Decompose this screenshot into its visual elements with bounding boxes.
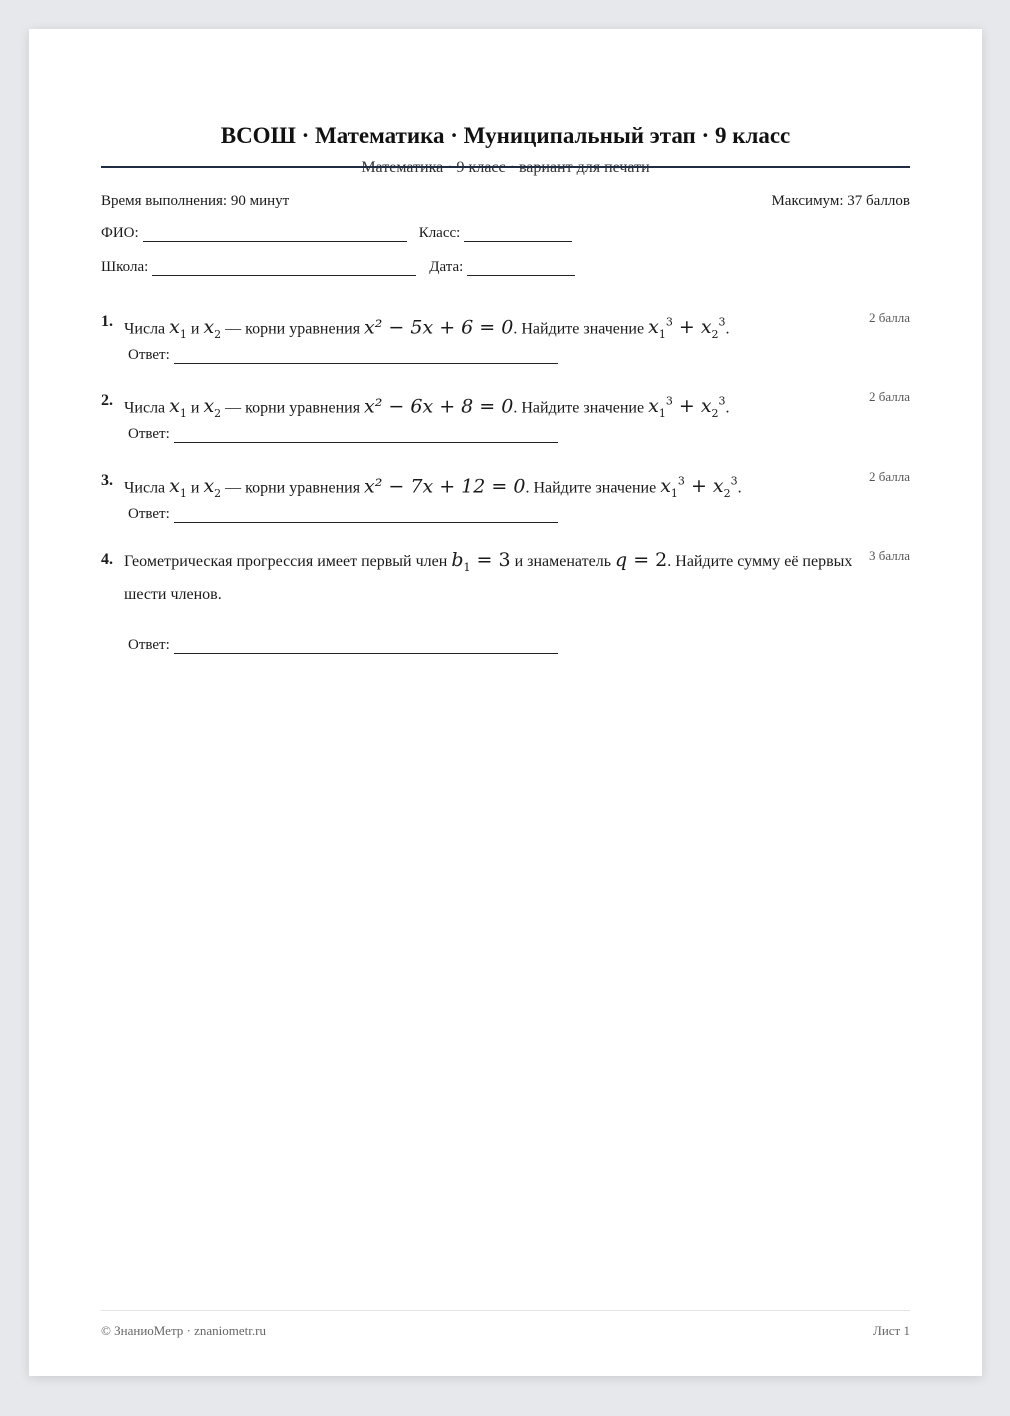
problem-number: 4.: [101, 551, 113, 568]
date-field[interactable]: [467, 261, 575, 276]
answer-row: [128, 506, 558, 523]
worksheet-page: [29, 29, 982, 1376]
problem-text: Числа $x_1$ и $x_2$ — корни уравнения x² − 5x + 6 = 0. Найдите значение $x_1^3 + x_2^3$.: [124, 316, 730, 342]
answer-field[interactable]: [174, 349, 558, 364]
answer-field[interactable]: [174, 428, 558, 443]
problem-number: 1.: [101, 313, 113, 330]
points-badge: 2 балла: [869, 310, 910, 325]
answer-label: Ответ:: [128, 637, 170, 653]
school-field[interactable]: [152, 261, 416, 276]
page-subtitle: Математика · 9 класс · вариант для печати: [361, 159, 650, 176]
problem-number: 3.: [101, 472, 113, 489]
name-class-row: [101, 225, 572, 242]
problem-text: Числа $x_1$ и $x_2$ — корни уравнения x² − 6x + 8 = 0. Найдите значение $x_1^3 + x_2^3$.: [124, 395, 730, 421]
time-limit: Время выполнения: 90 минут: [101, 193, 290, 209]
answer-label: Ответ:: [128, 506, 170, 522]
problem-number: 2.: [101, 392, 113, 409]
answer-field[interactable]: [174, 508, 558, 523]
equation: x² − 7x + 12 = 0: [364, 475, 526, 498]
header-divider: [101, 166, 910, 168]
footer-divider: [101, 1310, 910, 1311]
equation: x² − 6x + 8 = 0: [364, 395, 514, 418]
equation: x² − 5x + 6 = 0: [364, 316, 514, 339]
answer-label: Ответ:: [128, 347, 170, 363]
answer-row: [128, 637, 558, 654]
points-badge: 3 балла: [869, 548, 910, 563]
problem-text: Геометрическая прогрессия имеет первый член $b_1 = 3$ и знаменатель q = 2. Найдите сумму её первых шести членов.: [124, 549, 853, 603]
answer-label: Ответ:: [128, 426, 170, 442]
footer-sheet-number: Лист 1: [873, 1323, 910, 1338]
footer-copyright: © ЗнаниоМетр · znaniometr.ru: [101, 1323, 266, 1338]
points-badge: 2 балла: [869, 469, 910, 484]
name-label: ФИО:: [101, 225, 139, 241]
answer-row: [128, 347, 558, 364]
school-label: Школа:: [101, 259, 149, 275]
name-field[interactable]: [143, 227, 407, 242]
class-label: Класс:: [418, 225, 461, 241]
page-title: ВСОШ · Математика · Муниципальный этап · 9 класс: [220, 123, 791, 148]
max-score: Максимум: 37 баллов: [771, 193, 910, 209]
date-label: Дата:: [429, 259, 464, 275]
points-badge: 2 балла: [869, 389, 910, 404]
answer-row: [128, 426, 558, 443]
problem-text: Числа $x_1$ и $x_2$ — корни уравнения x² − 7x + 12 = 0. Найдите значение $x_1^3 + x_2^3$.: [124, 475, 742, 501]
answer-field[interactable]: [174, 639, 558, 654]
class-field[interactable]: [464, 227, 572, 242]
school-date-row: [101, 259, 575, 276]
